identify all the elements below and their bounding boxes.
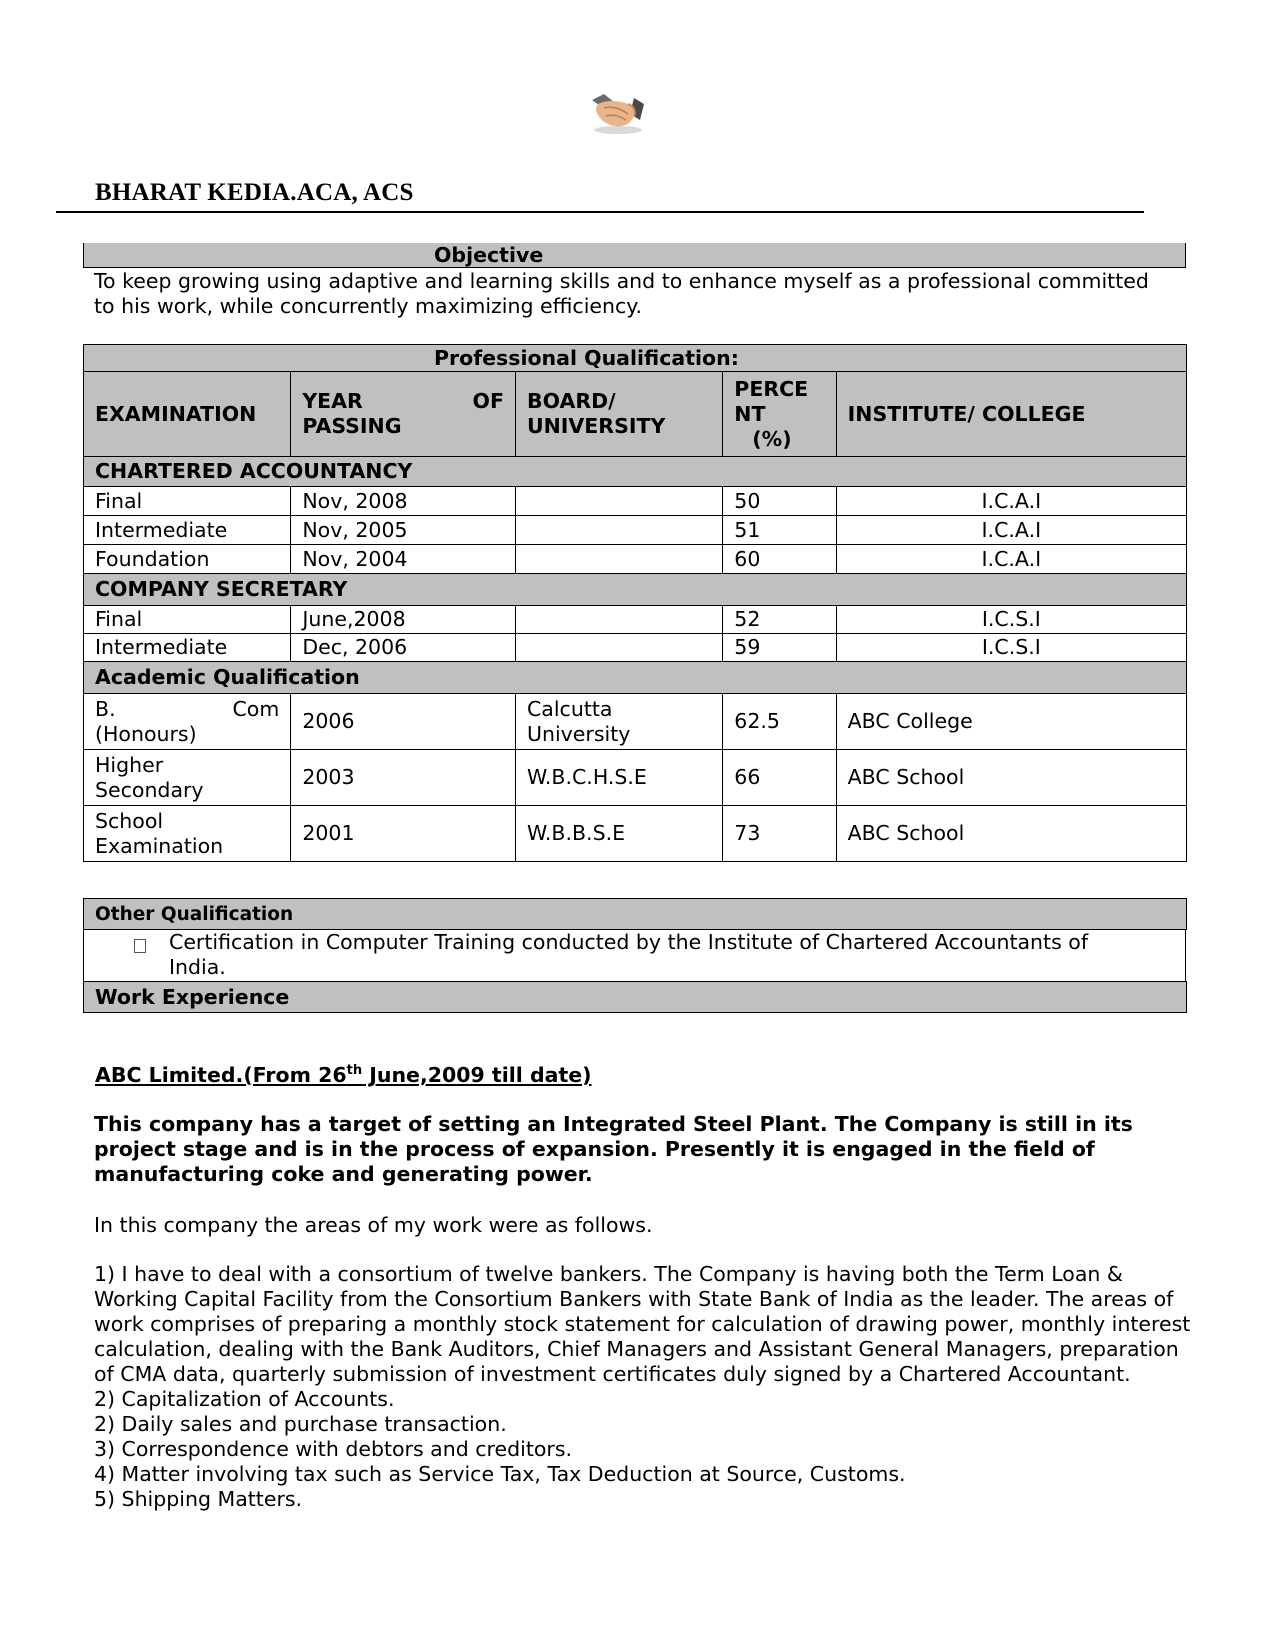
objective-text: To keep growing using adaptive and learning skills and to enhance myself as a professional committed to his work, while concurrently maximizing efficiency. bbox=[94, 269, 1149, 318]
company-description: This company has a target of setting an Integrated Steel Plant. The Company is still in its project stage and is in the process of expansion. Presently it is engaged in the field of manufacturing coke and generating power. bbox=[94, 1112, 1133, 1186]
other-qualification-heading: Other Qualification bbox=[84, 899, 1187, 930]
header-percent: PERCE NT (%) bbox=[723, 372, 836, 457]
table-row: B. Com (Honours) 2006 Calcutta University 62.5 ABC College bbox=[84, 694, 1187, 750]
table-row: Intermediate Nov, 2005 51 I.C.A.I bbox=[84, 516, 1187, 545]
table-row: Intermediate Dec, 2006 59 I.C.S.I bbox=[84, 634, 1187, 662]
table-row: Foundation Nov, 2004 60 I.C.A.I bbox=[84, 545, 1187, 574]
section-heading: COMPANY SECRETARY bbox=[84, 574, 1187, 606]
work-experience-heading: Work Experience bbox=[84, 982, 1187, 1013]
table-row: Final Nov, 2008 50 I.C.A.I bbox=[84, 487, 1187, 516]
name-divider bbox=[56, 211, 1144, 213]
list-item: 3) Correspondence with debtors and creditors. bbox=[94, 1437, 573, 1461]
table-row: Final June,2008 52 I.C.S.I bbox=[84, 606, 1187, 634]
list-item: 5) Shipping Matters. bbox=[94, 1487, 303, 1511]
list-item: 2) Capitalization of Accounts. bbox=[94, 1387, 395, 1411]
header-year: YEAR OF PASSING bbox=[291, 372, 516, 457]
section-row-academic bbox=[84, 662, 1187, 694]
other-qualification-list bbox=[83, 930, 1186, 981]
list-item: 1) I have to deal with a consortium of twelve bankers. The Company is having both the Term Loan & Working Capital Facility from the Consortium Bankers with State Bank of India as the leader. The areas of work comprises of preparing a monthly stock statement for calculation of drawing power, monthly interest calculation, dealing with the Bank Auditors, Chief Managers and Assistant General Managers, preparation of CMA data, quarterly submission of investment certificates duly signed by a Chartered Accountant. bbox=[94, 1262, 1191, 1386]
candidate-name: BHARAT KEDIA.ACA, ACS bbox=[95, 179, 414, 206]
section-heading: Academic Qualification bbox=[84, 662, 1187, 694]
duties-list bbox=[94, 1262, 1194, 1512]
other-qualification-table bbox=[83, 898, 1187, 930]
qualification-title-row bbox=[84, 345, 1187, 372]
section-row-ca bbox=[84, 457, 1187, 487]
header-examination: EXAMINATION bbox=[84, 372, 291, 457]
bullet-icon bbox=[134, 939, 146, 953]
qualification-title: Professional Qualification: bbox=[434, 345, 739, 370]
areas-intro: In this company the areas of my work were as follows. bbox=[94, 1213, 653, 1237]
objective-heading: Objective bbox=[434, 243, 544, 267]
list-item: Certification in Computer Training conducted by the Institute of Chartered Accountants of India. bbox=[169, 930, 1089, 979]
qualification-table bbox=[83, 344, 1187, 862]
table-row: Higher Secondary 2003 W.B.C.H.S.E 66 ABC School bbox=[84, 750, 1187, 806]
header-board: BOARD/ UNIVERSITY bbox=[515, 372, 722, 457]
list-item: 4) Matter involving tax such as Service Tax, Tax Deduction at Source, Customs. bbox=[94, 1462, 906, 1486]
table-header-row bbox=[84, 372, 1187, 457]
list-item: 2) Daily sales and purchase transaction. bbox=[94, 1412, 507, 1436]
section-heading: CHARTERED ACCOUNTANCY bbox=[84, 457, 1187, 487]
work-experience-table bbox=[83, 981, 1187, 1013]
section-row-cs bbox=[84, 574, 1187, 606]
handshake-logo-icon bbox=[584, 86, 648, 136]
job-title: ABC Limited.(From 26th June,2009 till date) bbox=[95, 1063, 592, 1087]
objective-heading-bar bbox=[83, 243, 1186, 268]
table-row: School Examination 2001 W.B.B.S.E 73 ABC School bbox=[84, 806, 1187, 862]
header-institute: INSTITUTE/ COLLEGE bbox=[836, 372, 1186, 457]
